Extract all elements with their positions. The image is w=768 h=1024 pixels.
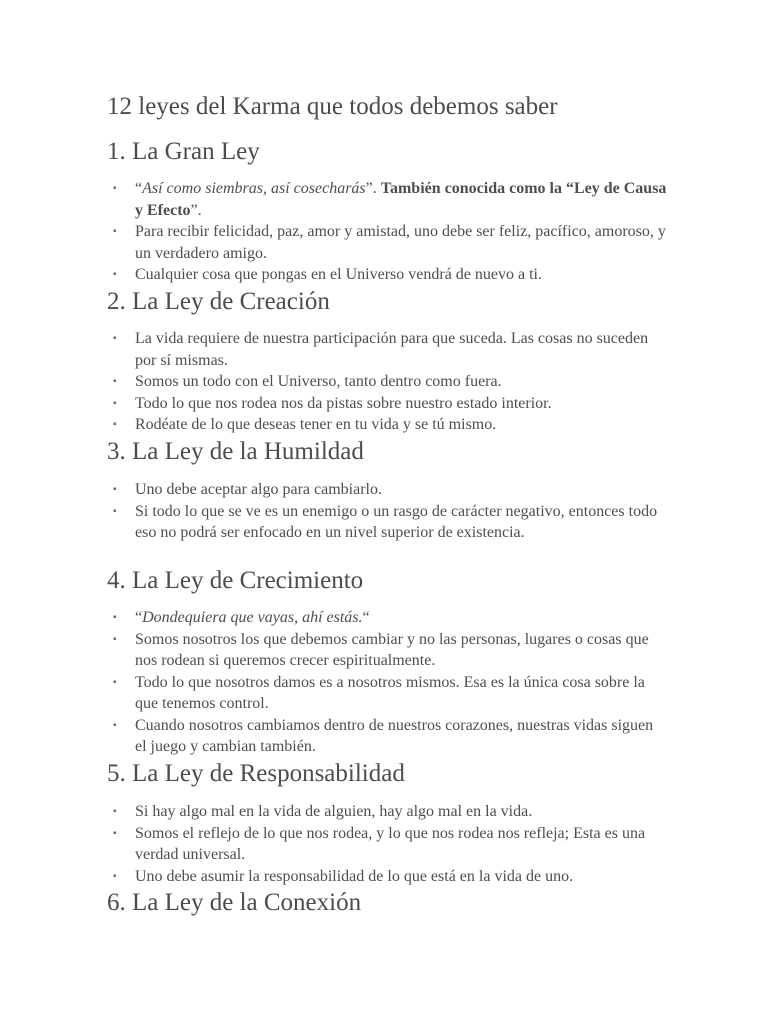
law-heading-3: 3. La Ley de la Humildad	[107, 438, 364, 465]
page-title: 12 leyes del Karma que todos debemos saber	[107, 93, 558, 120]
list-item: ▪ Somos nosotros los que debemos cambiar y no las personas, lugares o cosas que nos rodean si queremos crecer espiritualmente.	[113, 630, 649, 669]
law-1-list	[107, 178, 667, 286]
bullet-icon: ▪	[113, 376, 117, 387]
list-item: ▪ Uno debe asumir la responsabilidad de lo que está en la vida de uno.	[107, 866, 667, 888]
list-item: ▪ “Así como siembras, así cosecharás”. También conocida como la “Ley de Causa y Efecto”.	[113, 180, 667, 219]
bullet-icon: ▪	[113, 397, 117, 409]
list-item: ▪ Cuando nosotros cambiamos dentro de nuestros corazones, nuestras vidas siguen el juego y cambian también.	[113, 716, 654, 755]
bullet-icon: ▪	[113, 633, 117, 645]
law-3-list	[107, 479, 667, 544]
law-4-list	[107, 607, 667, 758]
law-heading-4: 4. La Ley de Crecimiento	[107, 567, 364, 594]
quote-text: Así como siembras, así cosecharás	[142, 180, 366, 197]
list-item: ▪ Rodéate de lo que deseas tener en tu vida y se tú mismo.	[107, 414, 667, 436]
list-item: ▪ Si hay algo mal en la vida de alguien, hay algo mal en la vida.	[107, 801, 667, 823]
list-item: ▪ Somos un todo con el Universo, tanto dentro como fuera.	[107, 371, 667, 393]
bullet-icon: ▪	[113, 226, 117, 237]
law-2-list	[107, 328, 667, 436]
list-item: ▪ Todo lo que nos rodea nos da pistas sobre nuestro estado interior.	[107, 393, 667, 415]
bullet-icon: ▪	[113, 827, 117, 839]
bullet-icon: ▪	[113, 870, 117, 882]
bullet-icon: ▪	[113, 269, 117, 280]
law-heading-6: 6. La Ley de la Conexión	[107, 889, 362, 916]
list-item: ▪ Todo lo que nosotros damos es a nosotros mismos. Esa es la única cosa sobre la que tenemos control.	[113, 673, 645, 712]
bullet-icon: ▪	[113, 505, 117, 517]
list-item: ▪ La vida requiere de nuestra participación para que suceda. Las cosas no suceden por sí mismas.	[113, 330, 649, 369]
list-item: ▪ Si todo lo que se ve es un enemigo o un rasgo de carácter negativo, entonces todo eso no podrá ser enfocado en un nivel superior de existencia.	[113, 502, 658, 541]
law-heading-1: 1. La Gran Ley	[107, 138, 260, 165]
list-item: ▪ Para recibir felicidad, paz, amor y amistad, uno debe ser feliz, pacífico, amoroso, y un verdadero amigo.	[113, 223, 666, 262]
bullet-icon: ▪	[113, 612, 117, 623]
bullet-icon: ▪	[113, 183, 117, 194]
list-item: ▪ “Dondequiera que vayas, ahí estás.“	[107, 607, 667, 629]
bullet-icon: ▪	[113, 719, 117, 731]
list-item: ▪ Cualquier cosa que pongas en el Universo vendrá de nuevo a ti.	[107, 264, 667, 286]
quote-text: Dondequiera que vayas, ahí estás.	[142, 609, 363, 626]
bullet-icon: ▪	[113, 419, 117, 430]
list-item: ▪ Uno debe aceptar algo para cambiarlo.	[107, 479, 667, 501]
law-5-list	[107, 801, 667, 887]
bullet-icon: ▪	[113, 676, 117, 688]
bullet-icon: ▪	[113, 333, 117, 344]
bullet-icon: ▪	[113, 806, 117, 817]
list-item: ▪ Somos el reflejo de lo que nos rodea, y lo que nos rodea nos refleja; Esta es una verdad universal.	[113, 824, 646, 863]
law-heading-2: 2. La Ley de Creación	[107, 288, 330, 315]
bullet-icon: ▪	[113, 484, 117, 495]
law-heading-5: 5. La Ley de Responsabilidad	[107, 760, 405, 787]
bold-text: También conocida como la “Ley de Causa y Efecto	[135, 180, 667, 219]
